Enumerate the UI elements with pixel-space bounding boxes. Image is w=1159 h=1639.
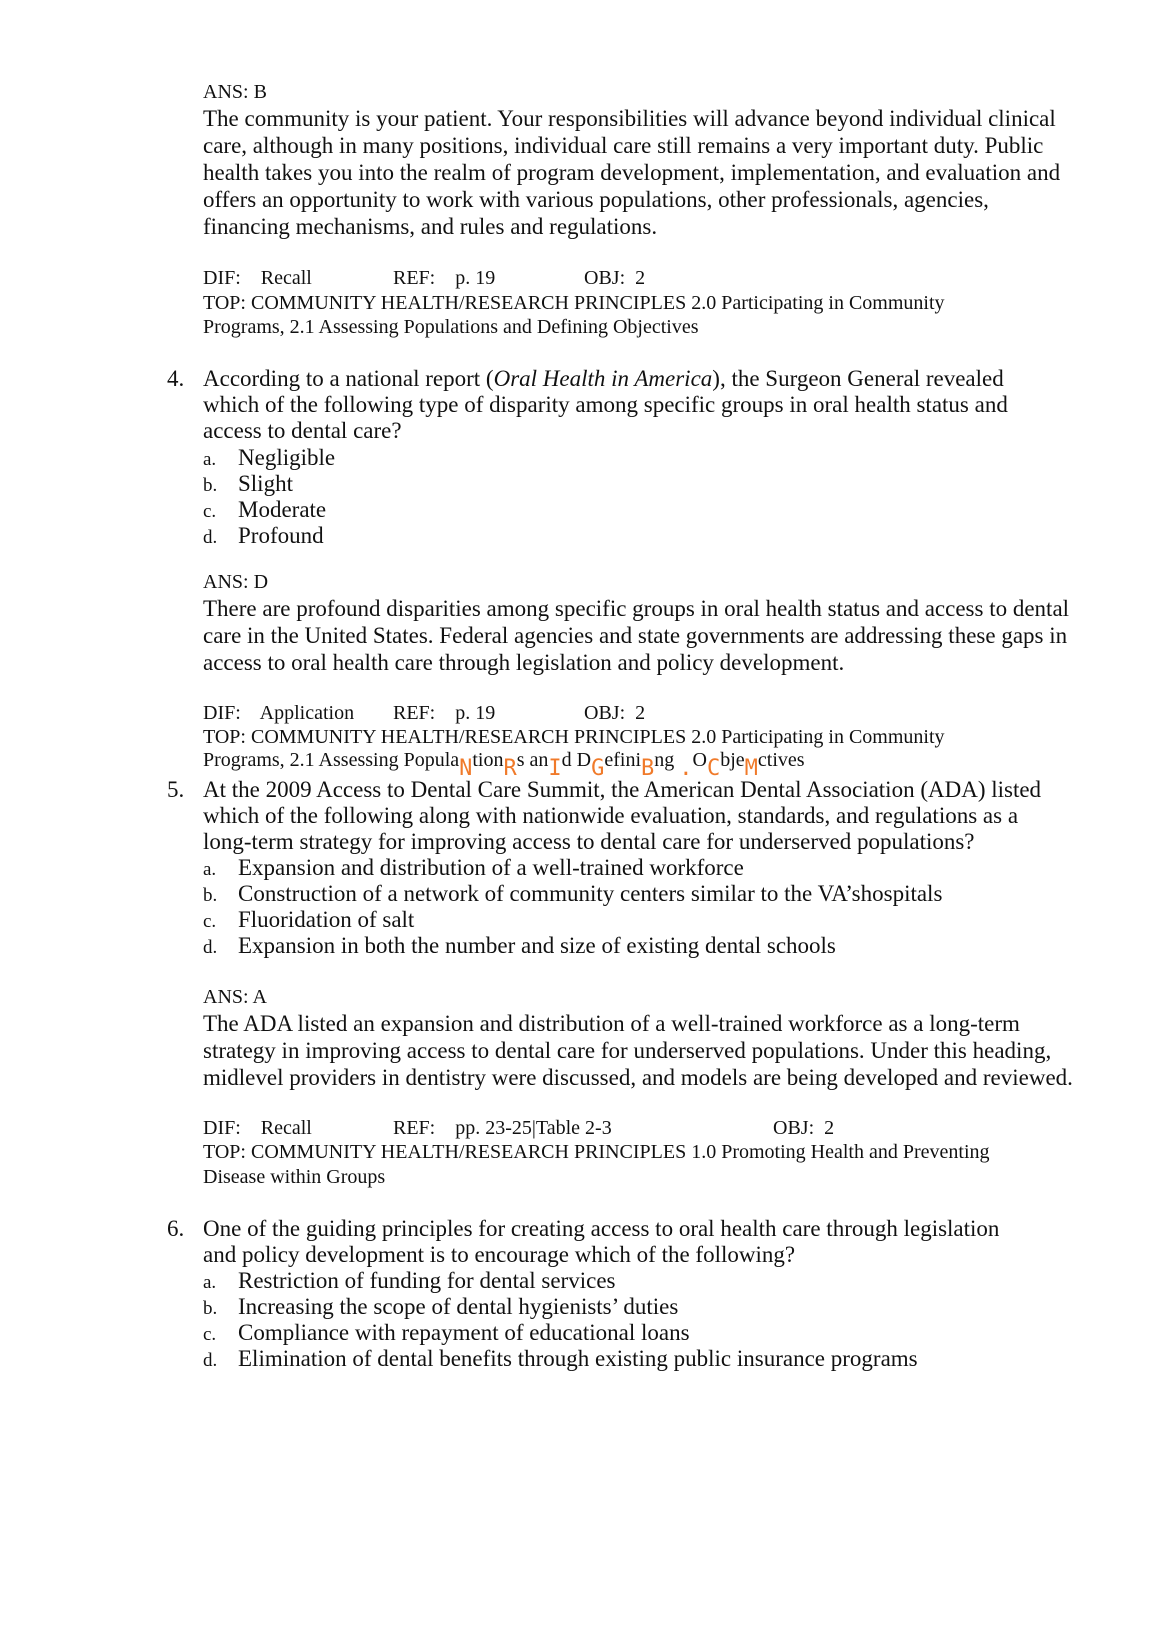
option-letter: b.: [203, 475, 218, 496]
q5-rationale-line-3: midlevel providers in dentistry were discussed, and models are being developed and reviewed.: [203, 1065, 1073, 1090]
option-text: Restriction of funding for dental services: [238, 1268, 616, 1293]
topic-text: s an: [516, 749, 549, 771]
topic-text: d D: [561, 749, 592, 771]
option-letter: c.: [203, 911, 217, 932]
q3-topic-line-1: TOP: COMMUNITY HEALTH/RESEARCH PRINCIPLES 2.0 Participating in Community: [203, 292, 945, 314]
q4-stem-line-1: [203, 366, 1004, 392]
q6-option-d: [203, 1346, 918, 1374]
option-letter: a.: [203, 449, 217, 470]
option-letter: b.: [203, 885, 218, 906]
topic-text: ctives: [757, 749, 805, 771]
q6-option-c: [203, 1320, 690, 1348]
q4-option-b: [203, 471, 293, 499]
q4-report-title: Oral Health in America: [493, 366, 713, 391]
option-letter: a.: [203, 859, 217, 880]
q4-stem-text: ), the Surgeon General revealed: [712, 366, 1004, 391]
q5-option-c: [203, 907, 415, 935]
q5-stem-line-3: long-term strategy for improving access to dental care for underserved populations?: [203, 829, 975, 854]
q3-difficulty: DIF: Recall: [203, 267, 312, 289]
q4-rationale-line-3: access to oral health care through legislation and policy development.: [203, 650, 845, 675]
q5-difficulty: DIF: Recall: [203, 1117, 312, 1139]
q6-option-a: [203, 1268, 616, 1296]
option-letter: d.: [203, 527, 218, 548]
q3-answer: ANS: B: [203, 81, 267, 103]
q5-answer: ANS: A: [203, 986, 267, 1008]
watermark-letter: R: [503, 756, 517, 781]
q6-stem-line-1: One of the guiding principles for creating access to oral health care through legislation: [203, 1216, 1000, 1241]
q5-stem-line-2: which of the following along with nationwide evaluation, standards, and regulations as a: [203, 803, 1019, 828]
q6-option-b: [203, 1294, 679, 1322]
watermark-letter: N: [459, 756, 473, 781]
topic-text: O: [692, 749, 707, 771]
q4-reference: REF: p. 19: [393, 702, 496, 724]
q5-objective: OBJ: 2: [773, 1117, 835, 1139]
q4-difficulty: DIF: Application: [203, 702, 355, 724]
q3-rationale-line-4: offers an opportunity to work with various populations, other professionals, agencies,: [203, 187, 989, 212]
q4-answer: ANS: D: [203, 571, 269, 593]
watermark-letter: M: [744, 756, 758, 781]
q5-number: 5.: [167, 777, 185, 802]
watermark-letter: G: [591, 756, 605, 781]
q4-rationale-line-2: care in the United States. Federal agencies and state governments are addressing these gaps in: [203, 623, 1068, 648]
q3-rationale-line-1: The community is your patient. Your responsibilities will advance beyond individual clinical: [203, 106, 1056, 131]
q3-rationale-line-5: financing mechanisms, and rules and regulations.: [203, 214, 658, 239]
option-letter: c.: [203, 501, 217, 522]
q5-option-d: [203, 933, 836, 961]
q5-reference: REF: pp. 23-25|Table 2-3: [393, 1117, 612, 1139]
q5-rationale-line-2: strategy in improving access to dental care for underserved populations. Under this heading,: [203, 1038, 1052, 1063]
q5-stem-line-1: At the 2009 Access to Dental Care Summit, the American Dental Association (ADA) listed: [203, 777, 1042, 802]
option-text: Compliance with repayment of educational loans: [238, 1320, 690, 1345]
q3-rationale-line-2: care, although in many positions, individual care still remains a very important duty. Public: [203, 133, 1044, 158]
watermark-letter: C: [706, 756, 721, 781]
option-letter: b.: [203, 1298, 218, 1319]
q4-stem-line-3: access to dental care?: [203, 418, 402, 443]
q4-objective: OBJ: 2: [584, 702, 646, 724]
option-text: Expansion and distribution of a well-trained workforce: [238, 855, 744, 880]
q4-topic-line-1: TOP: COMMUNITY HEALTH/RESEARCH PRINCIPLES 2.0 Participating in Community: [203, 726, 945, 748]
q4-rationale-line-1: There are profound disparities among specific groups in oral health status and access to dental: [203, 596, 1070, 621]
topic-text: Programs, 2.1 Assessing Popula: [203, 749, 460, 771]
watermark-letter: B: [641, 756, 655, 781]
q5-topic-line-1: TOP: COMMUNITY HEALTH/RESEARCH PRINCIPLES 1.0 Promoting Health and Preventing: [203, 1141, 990, 1163]
option-letter: a.: [203, 1272, 217, 1293]
q4-stem-line-2: which of the following type of disparity among specific groups in oral health status and: [203, 392, 1008, 417]
q3-objective: OBJ: 2: [584, 267, 646, 289]
watermark-letter: I: [548, 756, 562, 781]
option-letter: d.: [203, 937, 218, 958]
watermark-letter: .: [679, 756, 693, 781]
option-text: Profound: [238, 523, 324, 548]
option-text: Construction of a network of community centers similar to the VA’shospitals: [238, 881, 943, 906]
topic-text: bje: [720, 749, 745, 771]
option-text: Expansion in both the number and size of existing dental schools: [238, 933, 836, 958]
option-text: Slight: [238, 471, 293, 496]
q4-option-d: [203, 523, 324, 551]
q3-reference: REF: p. 19: [393, 267, 496, 289]
option-text: Moderate: [238, 497, 327, 522]
option-text: Fluoridation of salt: [238, 907, 415, 932]
topic-text: ng: [654, 749, 680, 771]
option-text: Increasing the scope of dental hygienists’ duties: [238, 1294, 679, 1319]
q3-rationale-line-3: health takes you into the realm of program development, implementation, and evaluation and: [203, 160, 1061, 185]
q5-option-b: [203, 881, 943, 909]
q4-number: 4.: [167, 366, 185, 391]
q4-option-c: [203, 497, 327, 525]
topic-text: tion: [472, 749, 504, 771]
q3-topic-line-2: Programs, 2.1 Assessing Populations and Defining Objectives: [203, 316, 699, 338]
option-letter: d.: [203, 1350, 218, 1371]
option-text: Negligible: [238, 445, 336, 470]
option-text: Elimination of dental benefits through existing public insurance programs: [238, 1346, 918, 1371]
q6-number: 6.: [167, 1216, 185, 1241]
q4-option-a: [203, 445, 336, 473]
option-letter: c.: [203, 1324, 217, 1345]
q5-rationale-line-1: The ADA listed an expansion and distribution of a well-trained workforce as a long-term: [203, 1011, 1020, 1036]
q4-stem-text: According to a national report (: [203, 366, 494, 391]
q6-stem-line-2: and policy development is to encourage which of the following?: [203, 1242, 796, 1267]
q5-option-a: [203, 855, 744, 883]
topic-text: efini: [604, 749, 642, 771]
q4-topic-line-2: [203, 749, 805, 781]
q5-topic-line-2: Disease within Groups: [203, 1166, 386, 1188]
